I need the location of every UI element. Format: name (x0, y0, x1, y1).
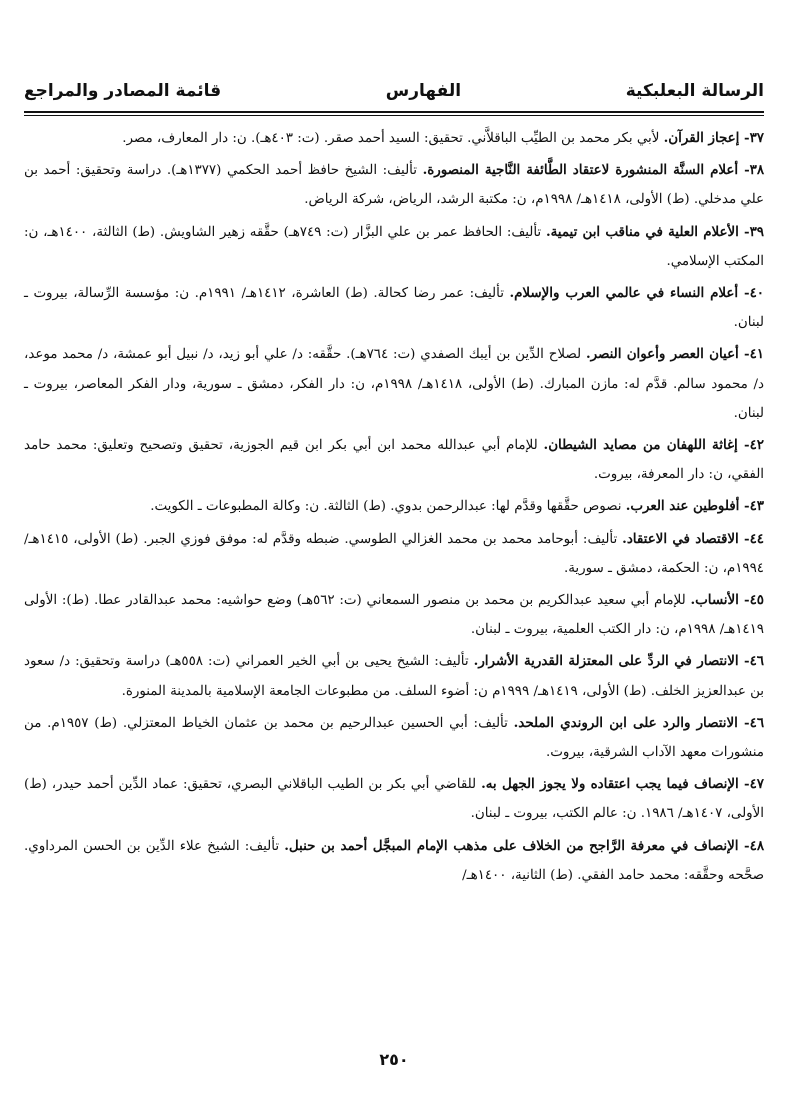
bibliography-entry (24, 124, 764, 153)
entry-body: نصوص حقَّقها وقدَّم لها: عبدالرحمن بدوي. (ط) الثالثة. ن: وكالة المطبوعات ـ الكويت. (150, 499, 622, 515)
bibliography-entry (24, 156, 764, 214)
entry-title: ٤٠- أعلام النساء في عالمي العرب والإسلام. (509, 285, 764, 302)
header-rule (24, 111, 764, 113)
entry-title: ٤٢- إغاثة اللهفان من مصايد الشيطان. (543, 437, 764, 454)
entry-body: لأبي بكر محمد بن الطيِّب الباقلاَّني. تحقيق: السيد أحمد صقر. (ت: ٤٠٣هـ). ن: دار المعارف، مصر. (122, 131, 660, 146)
entry-title: ٤٧- الإنصاف فيما يجب اعتقاده ولا يجوز الجهل به. (481, 776, 764, 793)
header-section-title: الفهارس (385, 81, 462, 101)
bibliography-entry (24, 709, 764, 767)
entry-body: لصلاح الدِّين بن أيبك الصفدي (ت: ٧٦٤هـ). حقَّقه: د/ علي أبو زيد، د/ نبيل أبو عمشة، د/ محمد موعد، د/ محمود سالم. قدَّم له: مازن المبارك. (ط) الأولى، ١٤١٨هـ/ ١٩٩٨م، ن: دار الفكر، دمشق ـ سورية، ودار الفكر المعاصر، بيروت ـ لبنان. (24, 347, 764, 421)
bibliography-entry (24, 431, 764, 489)
entry-title: ٤٣- أفلوطين عند العرب. (625, 498, 764, 515)
entry-body: تأليف: عمر رضا كحالة. (ط) العاشرة، ١٤١٢هـ/ ١٩٩١م. ن: مؤسسة الرِّسالة، بيروت ـ لبنان. (24, 286, 764, 331)
entry-body: تأليف: الشيخ علاء الدِّين بن الحسن المرداوي. صحَّحه وحقَّقه: محمد حامد الفقي. (ط) الثانية، ١٤٠٠هـ/ (24, 838, 764, 883)
header-chapter-title: قائمة المصادر والمراجع (24, 81, 222, 101)
header-rule-thin (24, 115, 764, 116)
entry-body: للقاضي أبي بكر بن الطيب الباقلاني البصري، تحقيق: عماد الدِّين أحمد حيدر، (ط) الأولى، ١٤٠٧هـ/ ١٩٨٦. ن: عالم الكتب، بيروت ـ لبنان. (24, 777, 764, 822)
header-book-title: الرسالة البعلبكية (625, 81, 764, 101)
entry-title: ٣٨- أعلام السنَّة المنشورة لاعتقاد الطَّائفة النَّاجية المنصورة. (422, 162, 765, 179)
bibliography-entry (24, 218, 764, 276)
bibliography-entry (24, 832, 764, 890)
bibliography-entry (24, 525, 764, 583)
bibliography-entry (24, 586, 764, 644)
entry-body: للإمام أبي عبدالله محمد ابن أبي بكر ابن قيم الجوزية، تحقيق وتصحيح وتعليق: محمد حامد الفقي، ن: دار المعرفة، بيروت. (24, 438, 764, 483)
bibliography-list (24, 124, 764, 893)
entry-title: ٤٦- الانتصار في الردِّ على المعتزلة القدرية الأشرار. (473, 653, 764, 670)
entry-body: تأليف: أبوحامد محمد بن محمد الغزالي الطوسي. ضبطه وقدَّم له: موفق فوزي الجبر. (ط) الأولى، ١٤١٥هـ/ ١٩٩٤م، ن: الحكمة، دمشق ـ سورية. (24, 531, 764, 576)
bibliography-entry (24, 770, 764, 828)
entry-title: ٤٦- الانتصار والرد على ابن الروندي الملحد. (513, 714, 765, 731)
entry-body: تأليف: الشيخ يحيى بن أبي الخير العمراني (ت: ٥٥٨هـ) دراسة وتحقيق: د/ سعود بن عبدالعزيز الخلف. (ط) الأولى، ١٤١٩هـ/ ١٩٩٩م ن: أضوء السلف. من مطبوعات الجامعة الإسلامية بالمدينة المنورة. (24, 654, 764, 699)
entry-title: ٤٤- الاقتصاد في الاعتقاد. (622, 530, 764, 547)
entry-title: ٣٧- إعجاز القرآن. (663, 130, 764, 146)
entry-body: للإمام أبي سعيد عبدالكريم بن محمد بن منصور السمعاني (ت: ٥٦٢هـ) وضع حواشيه: محمد عبدالقادر عطا. (ط): الأولى ١٤١٩هـ/ ١٩٩٨م، ن: دار الكتب العلمية، بيروت ـ لبنان. (24, 593, 764, 638)
entry-title: ٤٨- الإنصاف في معرفة الرَّاجح من الخلاف على مذهب الإمام المبجَّل أحمد بن حنبل. (284, 837, 765, 854)
entry-title: ٤١- أعيان العصر وأعوان النصر. (585, 346, 764, 363)
page-number: ٢٥٠ (379, 1050, 409, 1069)
bibliography-entry (24, 492, 764, 521)
bibliography-entry (24, 340, 764, 428)
entry-title: ٤٥- الأنساب. (690, 592, 764, 609)
running-header (24, 74, 764, 108)
entry-body: تأليف: الحافظ عمر بن علي البزَّار (ت: ٧٤٩هـ) حقَّقه زهير الشاويش. (ط) الثالثة، ١٤٠٠هـ، ن: المكتب الإسلامي. (24, 224, 764, 269)
entry-body: تأليف: الشيخ حافظ أحمد الحكمي (١٣٧٧هـ). دراسة وتحقيق: أحمد بن علي مدخلي. (ط) الأولى، ١٤١٨هـ/ ١٩٩٨م، ن: مكتبة الرشد، الرياض، شركة الرياض. (24, 163, 764, 208)
entry-title: ٣٩- الأعلام العلية في مناقب ابن تيمية. (545, 223, 764, 240)
entry-body: تأليف: أبي الحسين عبدالرحيم بن محمد بن عثمان الخياط المعتزلي. (ط) ١٩٥٧م. من منشورات معهد الآداب الشرقية، بيروت. (24, 715, 764, 761)
bibliography-entry (24, 647, 764, 705)
bibliography-entry (24, 279, 764, 337)
